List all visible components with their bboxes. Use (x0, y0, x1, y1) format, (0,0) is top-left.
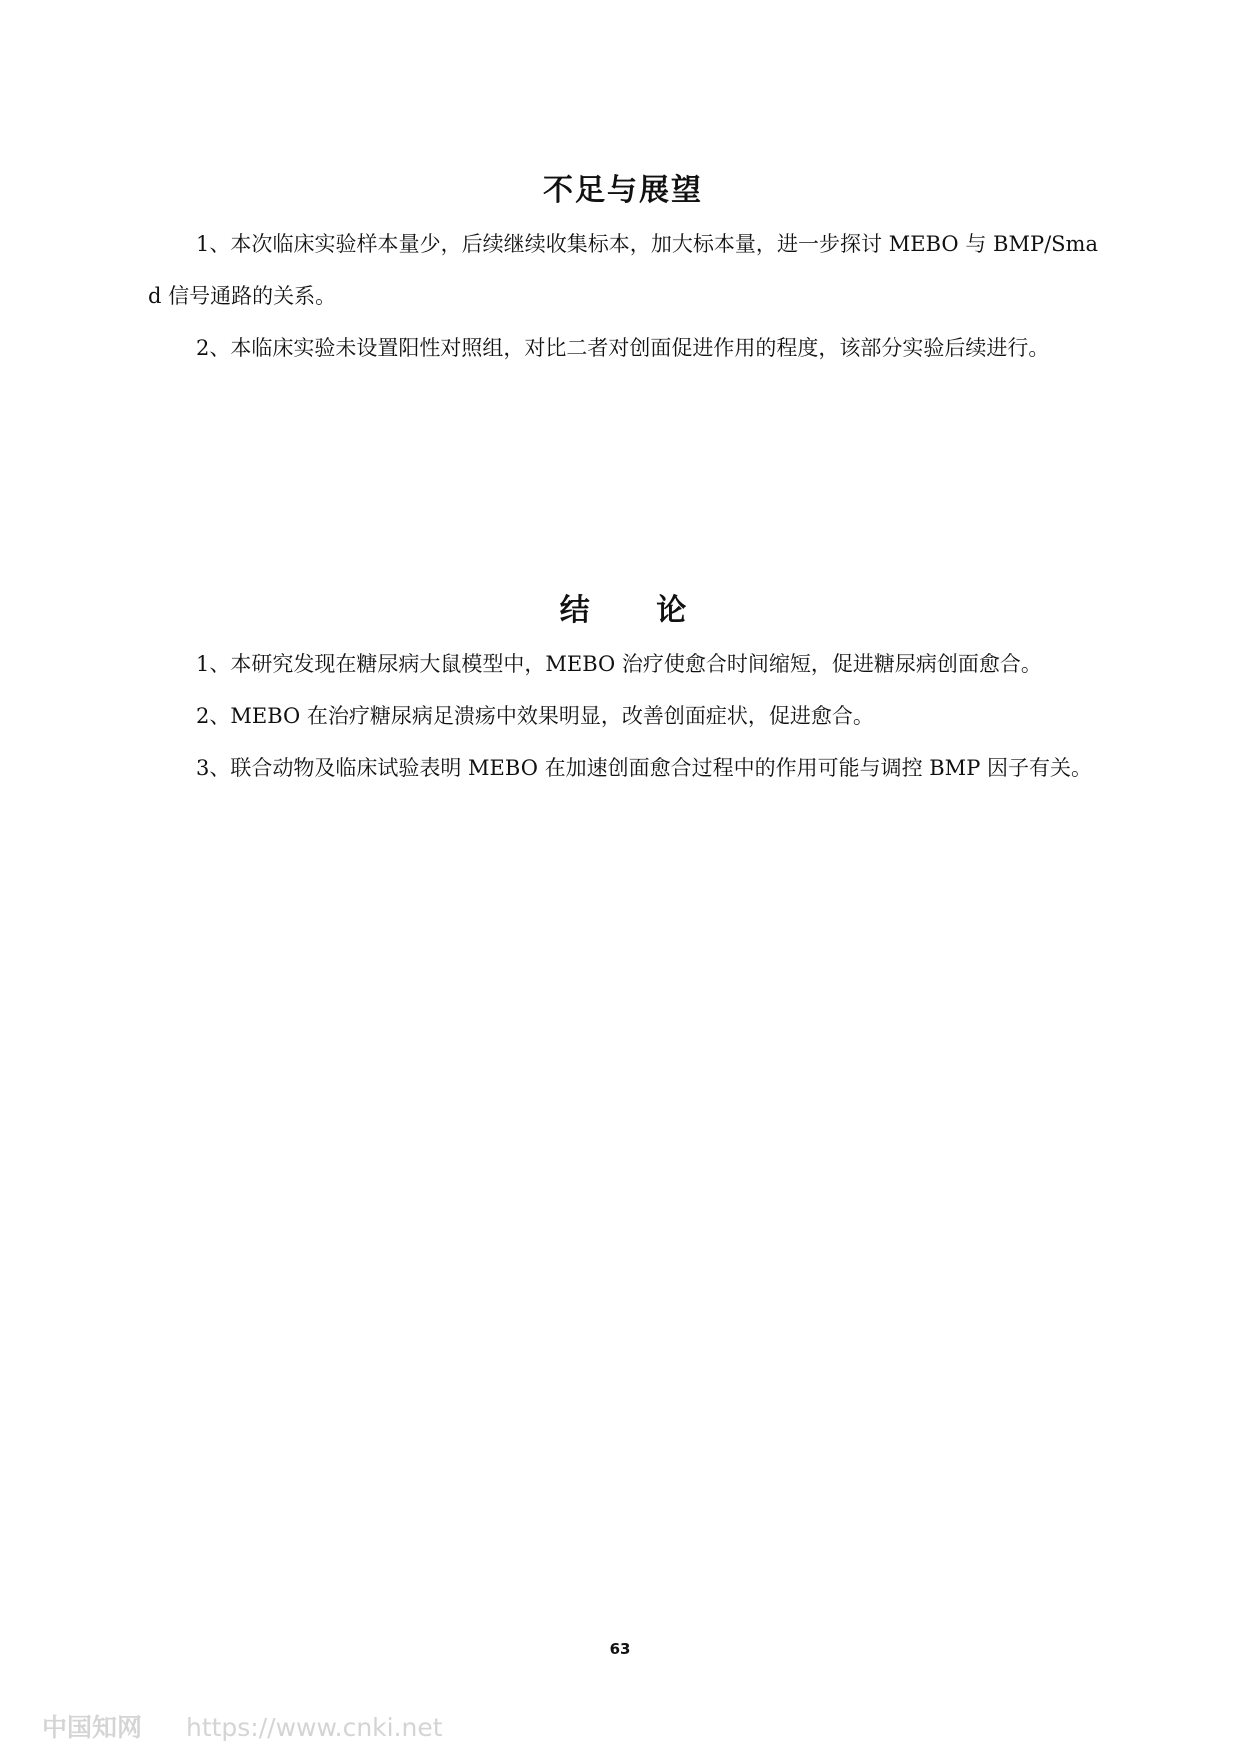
conclusion-paragraph-1: 1、本研究发现在糖尿病大鼠模型中，MEBO 治疗使愈合时间缩短，促进糖尿病创面愈合。 (196, 652, 1042, 676)
watermark-url: https://www.cnki.net (185, 1713, 443, 1742)
conclusion-heading: 结 论 (559, 593, 715, 628)
conclusion-section (148, 590, 1098, 794)
watermark-brand: 中国知网 (42, 1713, 143, 1742)
page-number: 63 (609, 1640, 631, 1658)
conclusion-paragraph-2: 2、MEBO 在治疗糖尿病足溃疡中效果明显，改善创面症状，促进愈合。 (196, 704, 874, 728)
shortcomings-section (148, 170, 1098, 374)
cnki-watermark (42, 1708, 443, 1744)
shortcomings-heading: 不足与展望 (543, 173, 703, 208)
shortcomings-paragraph-1: 1、本次临床实验样本量少，后续继续收集标本，加大标本量，进一步探讨 MEBO 与 BMP/Smad 信号通路的关系。 (148, 232, 1098, 308)
shortcomings-paragraph-2: 2、本临床实验未设置阳性对照组，对比二者对创面促进作用的程度，该部分实验后续进行。 (196, 336, 1050, 360)
conclusion-paragraph-3: 3、联合动物及临床试验表明 MEBO 在加速创面愈合过程中的作用可能与调控 BMP 因子有关。 (196, 756, 1092, 780)
